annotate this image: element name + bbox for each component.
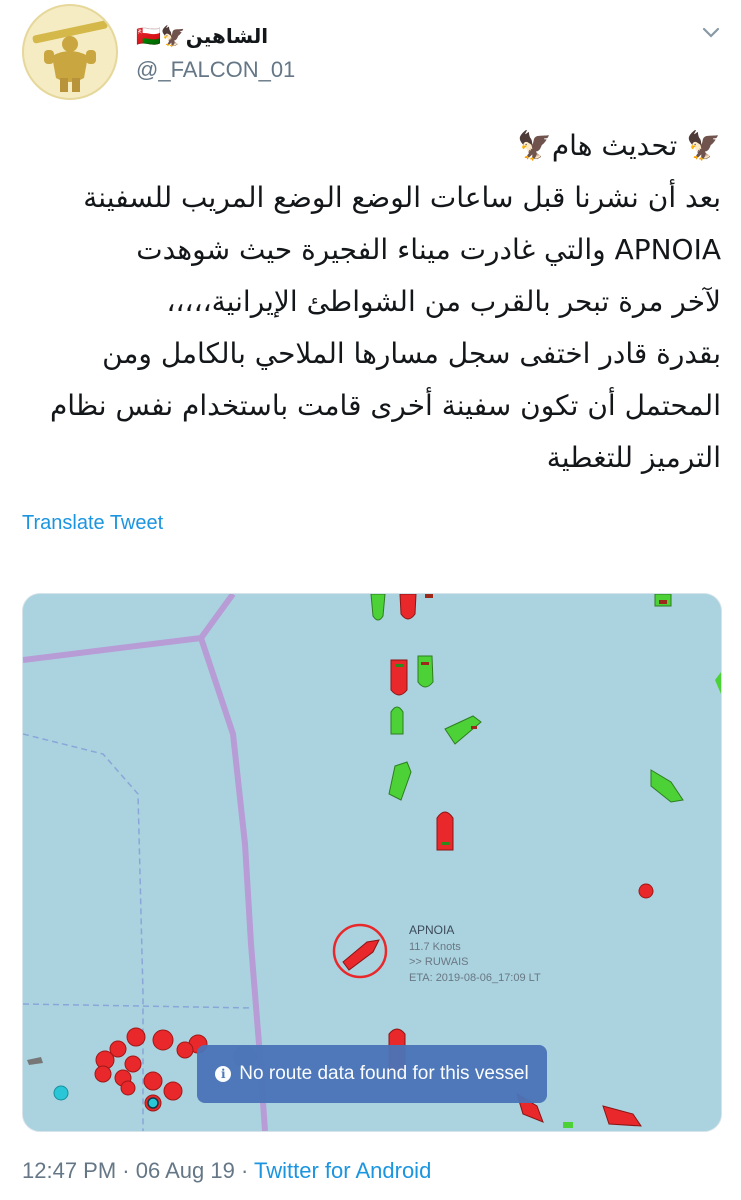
vessel-destination-label: >> RUWAIS	[409, 956, 469, 968]
display-name[interactable]: الشاهين🦅🇴🇲	[136, 26, 269, 48]
no-route-text: No route data found for this vessel	[239, 1063, 529, 1084]
info-icon: i	[215, 1066, 231, 1082]
tweet-date[interactable]: 06 Aug 19	[135, 1158, 235, 1183]
tweet-header	[22, 4, 723, 104]
tweet-line: لآخر مرة تبحر بالقرب من الشواطئ الإيرانية،،،،،	[166, 285, 721, 318]
user-name-block	[136, 24, 295, 83]
vessel-eta-label: ETA: 2019-08-06_17:09 LT	[409, 972, 541, 984]
tweet-line: بقدرة قادر اختفى سجل مسارها الملاحي بالكامل ومن	[102, 337, 721, 370]
tweet-line: 🦅 تحديث هام🦅	[516, 129, 721, 162]
ship-marker	[54, 1086, 68, 1100]
tweet-line: الترميز للتغطية	[546, 441, 721, 474]
ship-marker	[400, 594, 416, 619]
tweet-line: APNOIA والتي غادرت ميناء الفجيرة حيث شوهدت	[136, 233, 721, 266]
vessel-name-label: APNOIA	[409, 923, 455, 937]
tweet-line: بعد أن نشرنا قبل ساعات الوضع الوضع المريب للسفينة	[83, 181, 721, 214]
chevron-down-icon[interactable]	[699, 20, 723, 44]
ship-marker	[148, 1098, 158, 1108]
ship-marker	[371, 594, 385, 620]
avatar[interactable]	[22, 4, 118, 100]
no-route-notice	[197, 1045, 547, 1103]
avatar-bodybuilder-image	[24, 6, 116, 98]
ship-marker	[418, 656, 433, 687]
separator: ·	[116, 1158, 136, 1183]
tweet-source-link[interactable]: Twitter for Android	[254, 1158, 432, 1183]
ship-marker	[391, 707, 403, 734]
vessel-map-image[interactable]	[22, 593, 722, 1132]
tweet-text	[18, 120, 721, 484]
tweet-footer	[22, 1158, 431, 1184]
vessel-speed-label: 11.7 Knots	[409, 941, 461, 953]
user-handle[interactable]: @_FALCON_01	[136, 57, 296, 82]
tweet-line: المحتمل أن تكون سفينة أخرى قامت باستخدام نفس نظام	[49, 389, 721, 422]
tweet-time[interactable]: 12:47 PM	[22, 1158, 117, 1183]
separator: ·	[234, 1158, 254, 1183]
translate-tweet-link[interactable]: Translate Tweet	[22, 512, 164, 534]
